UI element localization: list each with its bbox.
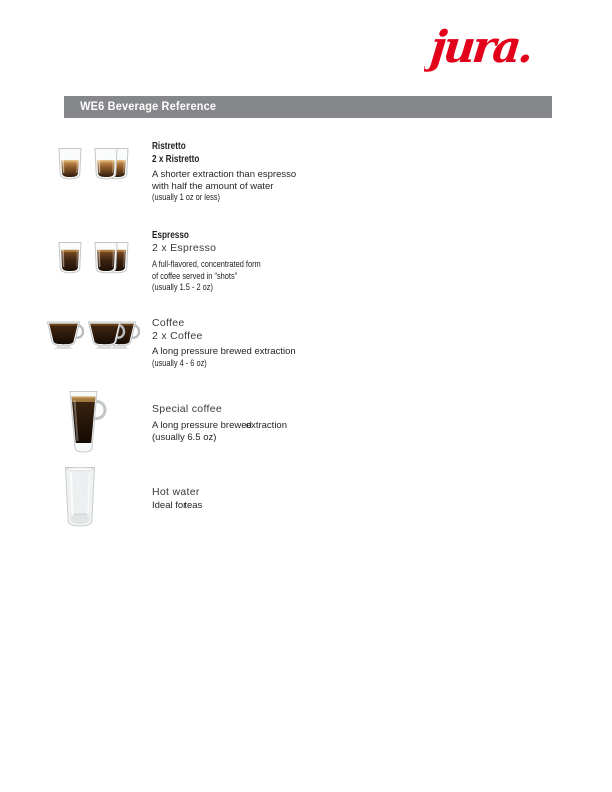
beverage-subtitle: 2 x Coffee (152, 330, 203, 342)
ristretto-glass-image (56, 147, 84, 180)
beverage-desc-line: A shorter extraction than espresso (152, 169, 297, 180)
espresso-glass-image (56, 241, 84, 274)
jura-logo-text: jura. (428, 22, 534, 73)
beverage-subtitle: 2 x Ristretto (152, 154, 200, 165)
section-header-title: WE6 Beverage Reference (80, 101, 217, 113)
special-coffee-text-block (152, 403, 287, 443)
beverage-desc-line: A long pressure brewed extraction (152, 346, 296, 357)
beverage-desc-line: (usually 4 - 6 oz) (152, 357, 207, 369)
desc-part-overlapping: extraction (245, 420, 287, 431)
beverage-desc-line (152, 500, 202, 512)
beverage-desc-line: of coffee served in “shots” (152, 270, 238, 282)
coffee-double-cup-image (87, 320, 140, 349)
beverage-desc-line: (usually 6.5 oz) (152, 431, 217, 443)
beverage-desc-line: (usually 1.5 - 2 oz) (152, 282, 213, 293)
beverage-desc-line: with half the amount of water (152, 180, 274, 192)
beverage-title: Hot water (152, 486, 200, 498)
desc-part: Ideal for (152, 500, 187, 511)
espresso-text-block (152, 229, 291, 294)
coffee-text-block (152, 317, 296, 369)
beverage-subtitle: 2 x Espresso (152, 242, 217, 254)
desc-part-overlapping: teas (184, 500, 203, 511)
beverage-title: Special coffee (152, 403, 222, 415)
jura-logo-graphic (424, 16, 556, 78)
special-coffee-glass-image (63, 390, 107, 454)
jura-logo (424, 16, 556, 78)
beverage-title: Coffee (152, 317, 185, 329)
section-header-bar (64, 96, 552, 118)
ristretto-text-block (152, 140, 296, 204)
hot-water-text-block (152, 486, 202, 512)
beverage-title: Ristretto (152, 141, 186, 152)
hot-water-glass-image (60, 466, 100, 528)
beverage-title: Espresso (152, 230, 189, 241)
desc-part: A long pressure brewed (152, 420, 252, 431)
beverage-desc-line: (usually 1 oz or less) (152, 192, 220, 203)
beverage-desc-line: A full-flavored, concentrated form (152, 259, 261, 270)
ristretto-double-glass-image (92, 147, 131, 180)
beverage-desc-line (152, 420, 287, 432)
espresso-double-glass-image (92, 241, 131, 274)
coffee-cup-image (46, 320, 84, 349)
